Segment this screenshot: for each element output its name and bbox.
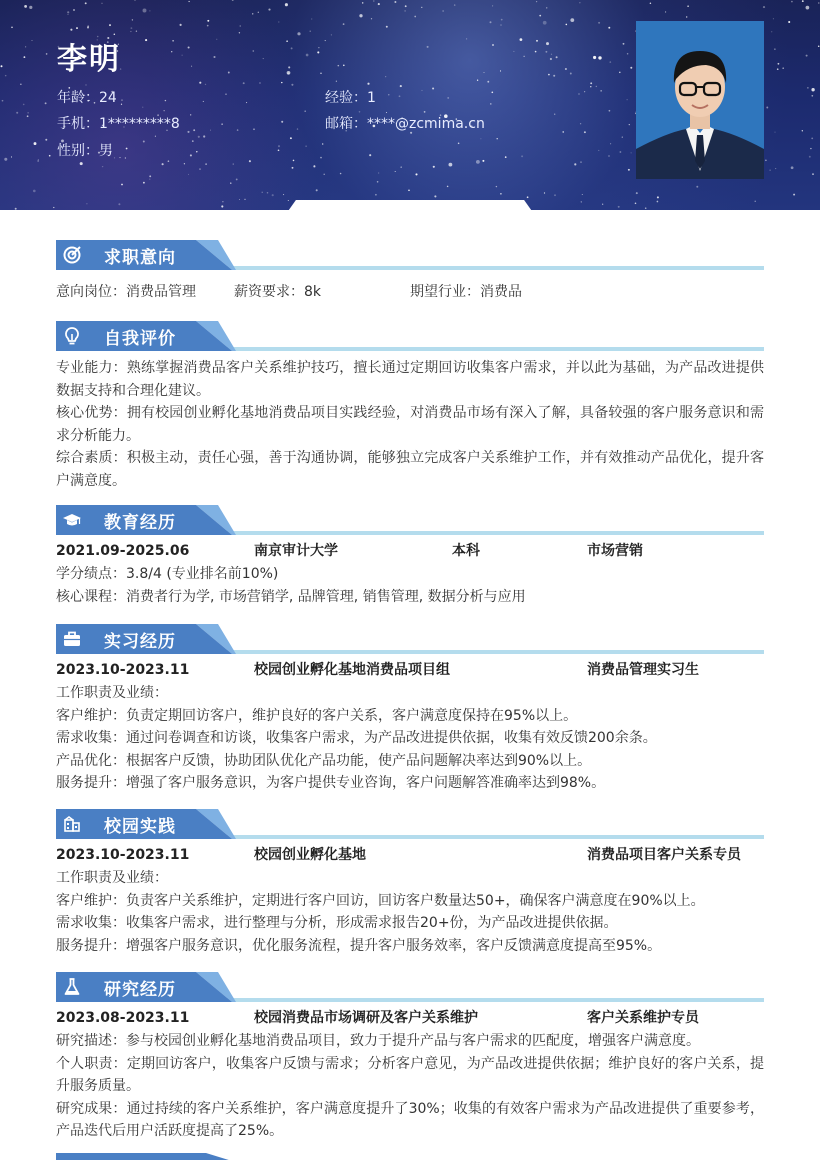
candidate-name: 李明 — [57, 42, 121, 77]
header-banner — [0, 0, 820, 210]
section-title: 实习经历 — [104, 632, 176, 652]
research-paragraph: 研究描述：参与校园创业孵化基地消费品项目，致力于提升产品与客户需求的匹配度，增强客户满意度。 — [56, 1033, 700, 1049]
section-header — [56, 972, 764, 1004]
education-entry-header — [56, 540, 764, 563]
section-title: 自我评价 — [104, 329, 176, 349]
section-job-intent — [56, 240, 764, 304]
lightbulb-icon — [62, 326, 82, 346]
self-eval-body — [56, 357, 764, 492]
section-internship — [56, 624, 764, 795]
section-header — [56, 240, 764, 272]
internship-org: 校园创业孵化基地消费品项目组 — [254, 662, 450, 678]
campus-line: 客户维护：负责客户关系维护，定期进行客户回访，回访客户数量达50+，确保客户满意度在90%以上。 — [56, 892, 705, 909]
next-section-tab — [56, 1153, 232, 1160]
intent-row — [56, 281, 764, 304]
campus-line: 需求收集：收集客户需求，进行整理与分析，形成需求报告20+份，为产品改进提供依据。 — [56, 915, 618, 931]
section-title: 研究经历 — [104, 980, 176, 1000]
email-field: 邮箱：****@zcmima.cn — [325, 116, 485, 132]
banner-notch — [286, 200, 534, 214]
research-date: 2023.08-2023.11 — [56, 1010, 190, 1026]
research-paragraph: 个人职责：定期回访客户，收集客户反馈与需求；分析客户意见，为产品改进提供依据；维护良好的客户关系，提升服务质量。 — [56, 1055, 764, 1094]
gender-field: 性别：男 — [57, 143, 113, 159]
section-research — [56, 972, 764, 1143]
campus-entry-header — [56, 844, 764, 867]
internship-line: 工作职责及业绩： — [56, 685, 168, 701]
education-date: 2021.09-2025.06 — [56, 543, 190, 559]
section-header — [56, 505, 764, 537]
section-title: 求职意向 — [104, 248, 176, 268]
phone-field: 手机：1*********8 — [57, 116, 180, 132]
research-entry-header — [56, 1007, 764, 1030]
campus-role: 消费品项目客户关系专员 — [587, 847, 741, 863]
building-icon — [62, 814, 82, 834]
flask-icon — [62, 977, 82, 997]
section-campus-practice — [56, 809, 764, 957]
section-header — [56, 321, 764, 353]
internship-line: 产品优化：根据客户反馈，协助团队优化产品功能，使产品问题解决率达到90%以上。 — [56, 752, 592, 769]
campus-date: 2023.10-2023.11 — [56, 847, 190, 863]
self-eval-paragraph: 核心优势：拥有校园创业孵化基地消费品项目实践经验，对消费品市场有深入了解，具备较强的客户服务意识和需求分析能力。 — [56, 405, 764, 444]
internship-role: 消费品管理实习生 — [587, 662, 699, 678]
intent-industry: 期望行业：消费品 — [410, 284, 522, 300]
graduation-cap-icon — [62, 510, 82, 530]
education-school: 南京审计大学 — [254, 543, 338, 559]
self-eval-paragraph: 综合素质：积极主动，责任心强，善于沟通协调，能够独立完成客户关系维护工作，并有效推动产品优化，提升客户满意度。 — [56, 450, 764, 489]
section-header — [56, 624, 764, 656]
section-education — [56, 505, 764, 608]
research-role: 客户关系维护专员 — [587, 1010, 699, 1026]
section-self-evaluation — [56, 321, 764, 492]
campus-line: 工作职责及业绩： — [56, 870, 168, 886]
education-line: 学分绩点：3.8/4 (专业排名前10%) — [56, 566, 279, 582]
intent-position: 意向岗位：消费品管理 — [56, 284, 196, 300]
age-field: 年龄：24 — [57, 90, 117, 106]
campus-org: 校园创业孵化基地 — [254, 847, 366, 863]
section-title: 教育经历 — [104, 513, 176, 533]
section-title: 校园实践 — [104, 817, 176, 837]
internship-line: 需求收集：通过问卷调查和访谈，收集客户需求，为产品改进提供依据，收集有效反馈200余条。 — [56, 730, 657, 746]
education-degree: 本科 — [452, 543, 480, 559]
education-major: 市场营销 — [587, 543, 643, 559]
self-eval-paragraph: 专业能力：熟练掌握消费品客户关系维护技巧，擅长通过定期回访收集客户需求，并以此为基础，为产品改进提供数据支持和合理化建议。 — [56, 360, 764, 399]
internship-line: 客户维护：负责定期回访客户，维护良好的客户关系，客户满意度保持在95%以上。 — [56, 707, 578, 724]
briefcase-icon — [62, 629, 82, 649]
intent-salary: 薪资要求：8k — [234, 284, 322, 300]
profile-photo — [636, 21, 764, 179]
campus-line: 服务提升：增强客户服务意识，优化服务流程，提升客户服务效率，客户反馈满意度提高至95%。 — [56, 937, 662, 954]
section-header — [56, 809, 764, 841]
internship-date: 2023.10-2023.11 — [56, 662, 190, 678]
target-icon — [62, 245, 82, 265]
education-line: 核心课程：消费者行为学, 市场营销学, 品牌管理, 销售管理, 数据分析与应用 — [56, 588, 526, 605]
research-paragraph: 研究成果：通过持续的客户关系维护，客户满意度提升了30%；收集的有效客户需求为产品改进提供了重要参考，产品迭代后用户活跃度提高了25%。 — [56, 1100, 764, 1139]
research-project: 校园消费品市场调研及客户关系维护 — [254, 1010, 478, 1026]
internship-entry-header — [56, 659, 764, 682]
experience-field: 经验：1 — [325, 90, 376, 106]
internship-line: 服务提升：增强了客户服务意识，为客户提供专业咨询，客户问题解答准确率达到98%。 — [56, 775, 606, 791]
